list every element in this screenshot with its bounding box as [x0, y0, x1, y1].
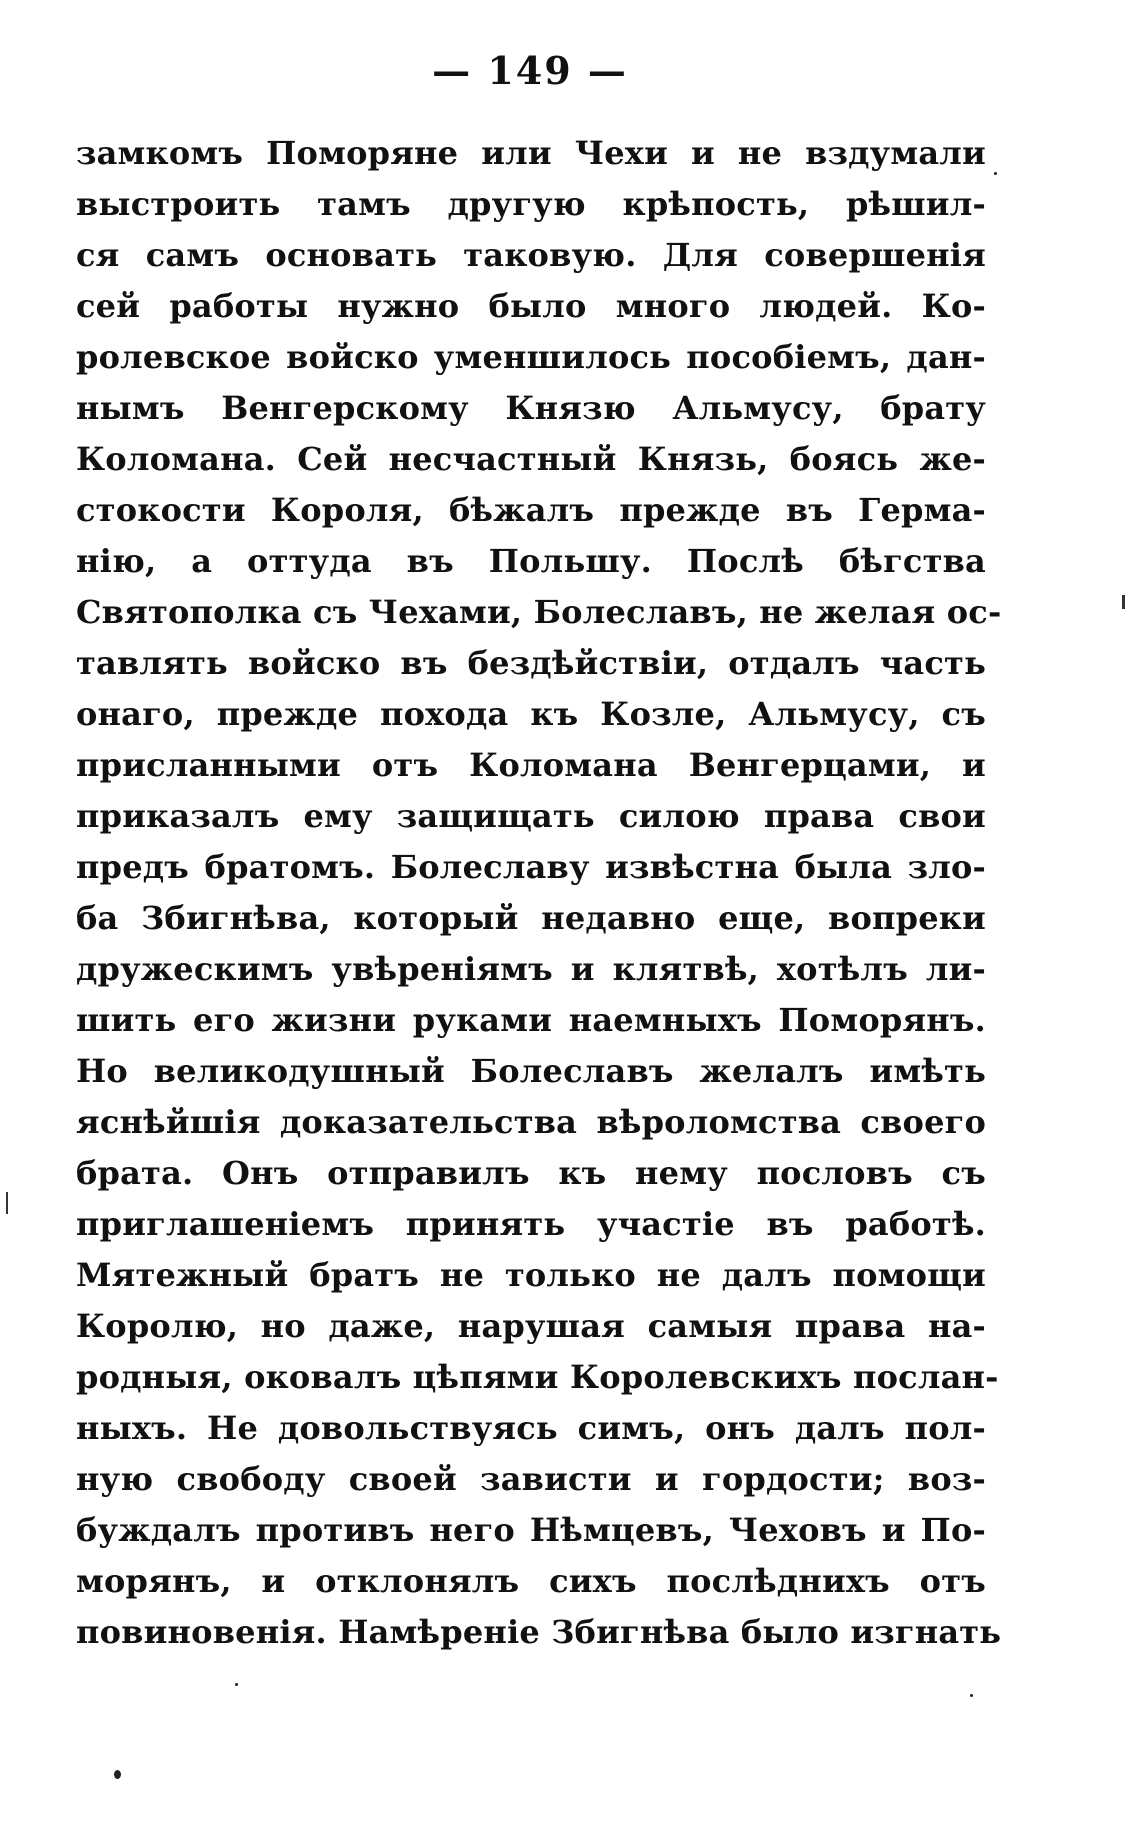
text-line: Королю, но даже, нарушая самыя права на-: [76, 1307, 986, 1345]
text-line: брата. Онъ отправилъ къ нему пословъ съ: [76, 1154, 986, 1192]
text-line: выстроить тамъ другую крѣпость, рѣшил-: [76, 185, 986, 223]
text-line: Мятежный братъ не только не далъ помощи: [76, 1256, 986, 1294]
text-line: нымъ Венгерскому Князю Альмусу, брату: [76, 389, 986, 427]
text-line: нію, а оттуда въ Польшу. Послѣ бѣгства: [76, 542, 986, 580]
text-line: предъ братомъ. Болеславу извѣстна была зло-: [76, 848, 986, 886]
text-line: буждалъ противъ него Нѣмцевъ, Чеховъ и По-: [76, 1511, 986, 1549]
text-line: Коломана. Сей несчастный Князь, боясь же-: [76, 440, 986, 478]
text-line: стокости Короля, бѣжалъ прежде въ Герма-: [76, 491, 986, 529]
text-line: яснѣйшія доказательства вѣроломства своего: [76, 1103, 986, 1141]
text-line: шить его жизни руками наемныхъ Поморянъ.: [76, 1001, 986, 1039]
text-line: тавлять войско въ бездѣйствіи, отдалъ часть: [76, 644, 986, 682]
text-line: ныхъ. Не довольствуясь симъ, онъ далъ пол-: [76, 1409, 986, 1447]
text-line: ную свободу своей зависти и гордости; воз-: [76, 1460, 986, 1498]
text-line: родныя, оковалъ цѣпями Королевскихъ послан-: [76, 1358, 999, 1396]
scan-artifact-speck: [970, 1694, 973, 1697]
text-line: ся самъ основать таковую. Для совершенія: [76, 236, 986, 274]
page-number: — 149 —: [432, 48, 628, 93]
body-text: [76, 128, 1002, 1658]
text-line: Но великодушный Болеславъ желалъ имѣть: [76, 1052, 986, 1090]
text-line: онаго, прежде похода къ Козле, Альмусу, съ: [76, 695, 986, 733]
scan-artifact-mark: [6, 1192, 8, 1214]
text-line: дружескимъ увѣреніямъ и клятвѣ, хотѣлъ ли-: [76, 950, 986, 988]
text-line: Святополка съ Чехами, Болеславъ, не желая ос-: [76, 593, 1002, 631]
scan-artifact-speck: [235, 1683, 238, 1686]
scan-artifact-speck: [994, 172, 997, 175]
text-line: ролевское войско уменшилось пособіемъ, дан-: [76, 338, 986, 376]
text-line: морянъ, и отклонялъ сихъ послѣднихъ отъ: [76, 1562, 986, 1600]
text-line: приказалъ ему защищать силою права свои: [76, 797, 986, 835]
text-line: замкомъ Поморяне или Чехи и не вздумали: [76, 134, 986, 172]
text-line: повиновенія. Намѣреніе Збигнѣва было изгнать: [76, 1613, 1002, 1651]
text-line: присланными отъ Коломана Венгерцами, и: [76, 746, 986, 784]
scan-artifact-mark: [1122, 595, 1125, 609]
scan-artifact-speck: [114, 1770, 121, 1779]
text-line: приглашеніемъ принять участіе въ работѣ.: [76, 1205, 986, 1243]
text-line: сей работы нужно было много людей. Ко-: [76, 287, 986, 325]
text-line: ба Збигнѣва, который недавно еще, вопреки: [76, 899, 986, 937]
